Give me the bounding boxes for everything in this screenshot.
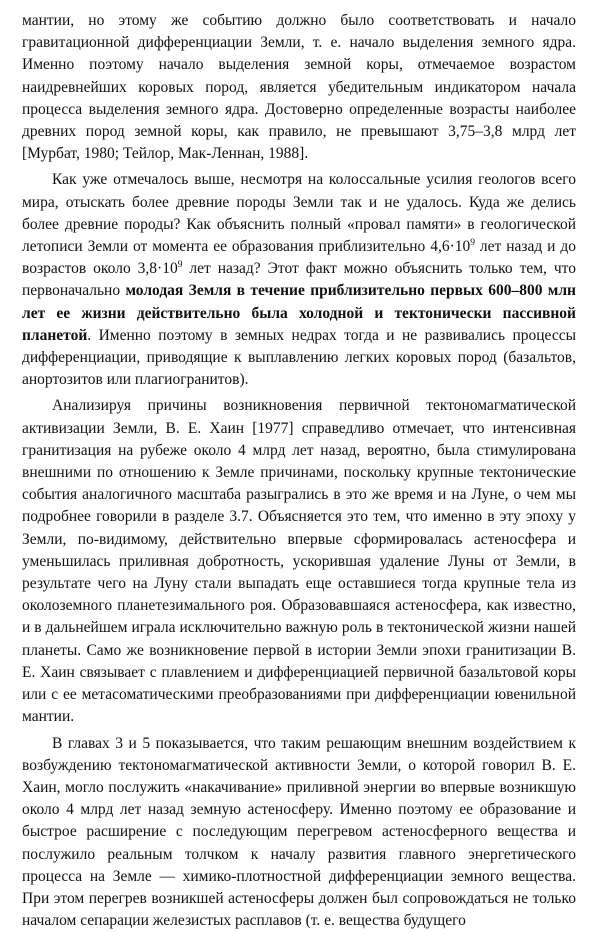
paragraph-1: мантии, но этому же событию должно было соответствовать и начало гравитационной дифференциации Земли, т. е. начало выделения земного ядра. Именно поэтому начало выделения земной коры, отмечаемое возрастом наидревнейших коровых пород, является убедительным индикатором начала процесса выделения земного ядра. Достоверно определенные возрасты наиболее древних пород земной коры, как правило, не превышают 3,75–3,8 млрд лет [Мурбат, 1980; Тейлор, Мак-Леннан, 1988].	[22, 10, 576, 165]
paragraph-2-text-d: . Именно поэтому в земных недрах тогда и не развивались процессы дифференциации, приводящие к выплавлению легких коровых пород (базальтов, анортозитов или плагиогранитов).	[22, 327, 576, 388]
paragraph-2-text-a: Как уже отмечалось выше, несмотря на колоссальные усилия геологов всего мира, отыскать более древние породы Земли так и не удалось. Куда же делись более древние породы? Как объяснить полный «провал памяти» в геологической летописи Земли от момента ее образования приблизительно 4,6·10	[22, 171, 576, 255]
paragraph-2-text-c: лет назад? Этот факт можно объяснить только тем, что первоначально	[22, 260, 576, 299]
paragraph-4: В главах 3 и 5 показывается, что таким решающим внешним воздействием к возбуждению тектономагматической активности Земли, о которой говорил В. Е. Хаин, могло послужить «накачивание» приливной энергии во впервые возникшую около 4 млрд лет назад земную астеносферу. Именно поэтому ее образование и быстрое расширение с последующим перегревом астеносферного вещества и послужило реальным толчком к началу развития главного энергетического процесса на Земле — химико-плотностной дифференциации земного вещества. При этом перегрев возникшей астеносферы должен был сопровождаться не только началом сепарации железистых расплавов (т. е. вещества будущего	[22, 733, 576, 932]
exponent-1: 9	[470, 238, 475, 248]
exponent-2: 9	[178, 260, 183, 270]
paragraph-2	[22, 169, 576, 391]
paragraph-2-bold-statement: молодая Земля в течение приблизительно первых 600–800 млн лет ее жизни действительно была холодной и тектонически пассивной планетой	[22, 282, 576, 343]
document-page	[22, 10, 576, 932]
paragraph-2-text-b: лет назад и до возрастов около 3,8·10	[22, 238, 576, 277]
paragraph-3: Анализируя причины возникновения первичной тектономагматической активизации Земли, В. Е. Хаин [1977] справедливо отмечает, что интенсивная гранитизация на рубеже около 4 млрд лет назад, вероятно, была стимулирована внешними по отношению к Земле причинами, поскольку крупные тектонические события аналогичного масштаба разыгрались в это же время и на Луне, о чем мы подробнее говорили в разделе 3.7. Объясняется это тем, что именно в эту эпоху у Земли, по-видимому, действительно впервые сформировалась астеносфера и уменьшилась приливная добротность, ускорившая удаление Луны от Земли, в результате чего на Луну стали выпадать еще оставшиеся тогда крупные тела из околоземного планетезимального роя. Образовавшаяся астеносфера, как известно, и в дальнейшем играла исключительно важную роль в тектонической жизни нашей планеты. Само же возникновение первой в истории Земли эпохи гранитизации В. Е. Хаин связывает с плавлением и дифференциацией первичной базальтовой коры или с ее метасоматическими преобразованиями при дифференциации ювенильной мантии.	[22, 395, 576, 728]
